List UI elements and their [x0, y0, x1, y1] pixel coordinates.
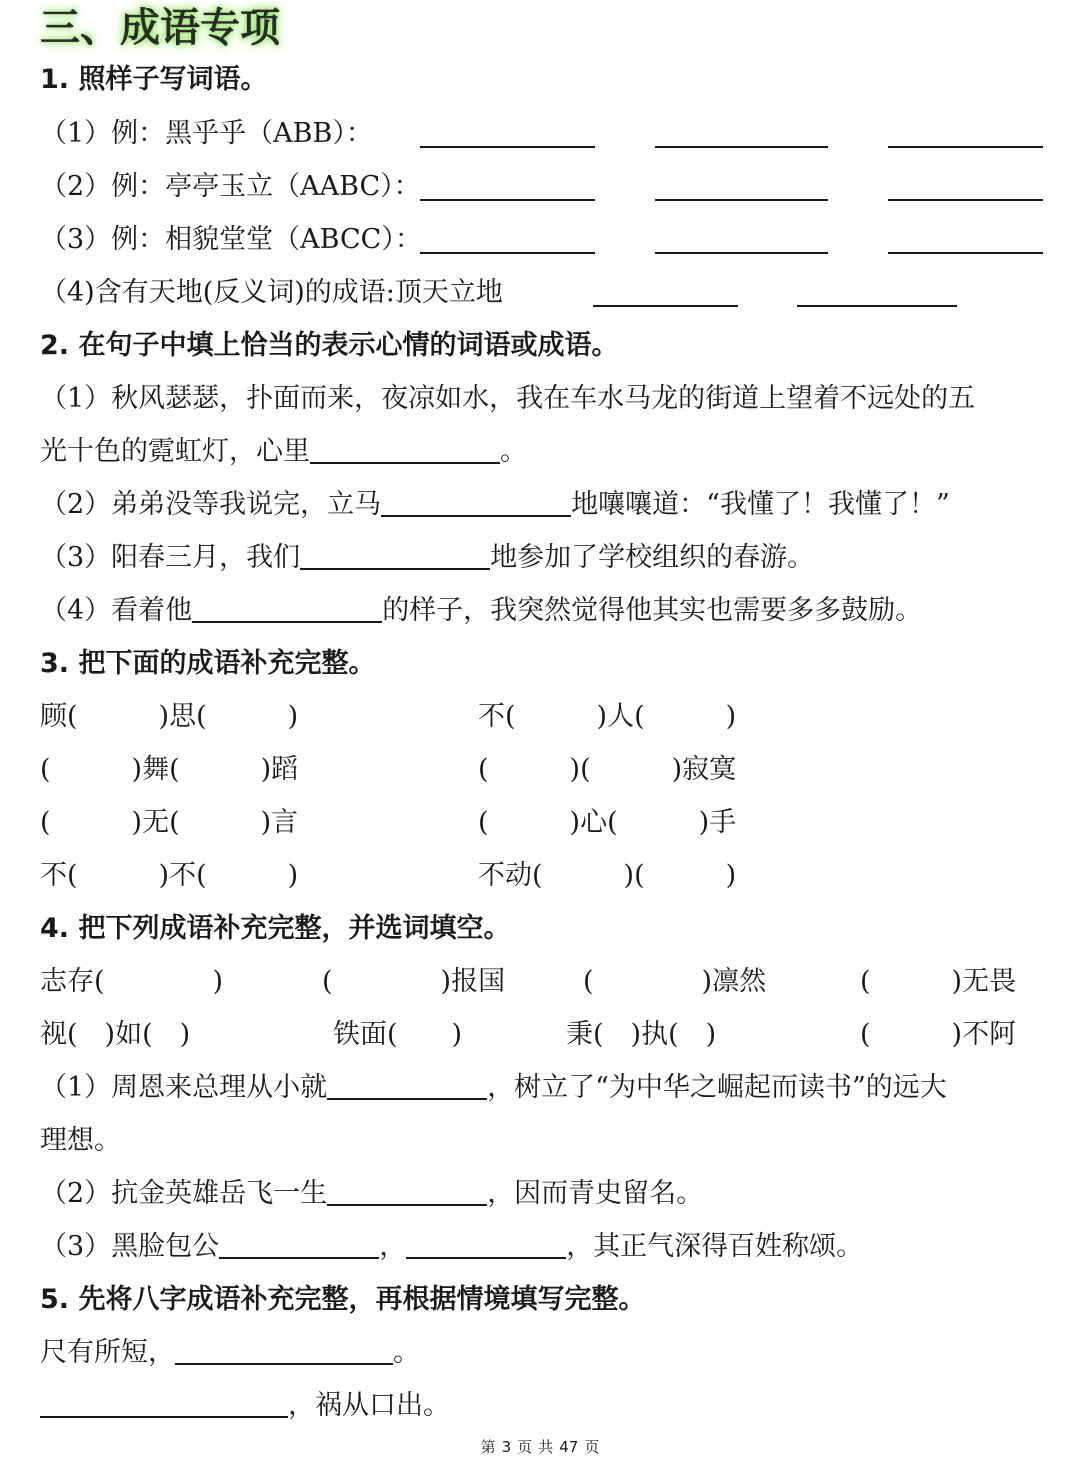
q4-idiom-7[interactable]: 秉( )执( ) [566, 1019, 717, 1050]
q2-s1-suffix: 。 [500, 436, 527, 467]
q3-heading: 3. 把下面的成语补充完整。 [40, 648, 376, 679]
section-title: 三、成语专项 [40, 5, 280, 51]
q1-item-3-blank-2[interactable] [655, 252, 828, 254]
q4-idiom-8[interactable]: ( )不阿 [860, 1019, 1017, 1050]
current-page-number: 3 [501, 1438, 512, 1456]
q2-s2-suffix: 地嚷嚷道：“我懂了！我懂了！” [571, 489, 950, 520]
q5-l2-blank[interactable] [40, 1416, 288, 1418]
q1-item-3-blank-3[interactable] [888, 252, 1043, 254]
q1-item-1-label: （1）例：黑乎乎（ABB）： [40, 118, 373, 149]
q2-s4-prefix: （4）看着他 [40, 595, 193, 626]
q4-s1-blank[interactable] [327, 1098, 487, 1100]
q4-s1-suffix: ，树立了“为中华之崛起而读书”的远大 [487, 1072, 947, 1103]
q3-idiom-left-4[interactable]: 不( )不( ) [40, 860, 299, 891]
q4-idiom-4[interactable]: ( )无畏 [860, 966, 1017, 997]
q1-item-2-blank-3[interactable] [888, 199, 1043, 201]
q2-s1-prefix: 光十色的霓虹灯，心里 [40, 436, 310, 467]
q1-item-2-blank-1[interactable] [420, 199, 595, 201]
q4-s1-prefix: （1）周恩来总理从小就 [40, 1072, 328, 1103]
q5-l2-suffix: ，祸从口出。 [288, 1390, 450, 1421]
q2-sentence-1b [40, 438, 527, 465]
q1-item-4-label: （4)含有天地(反义词)的成语:顶天立地 [40, 277, 503, 308]
q2-heading: 2. 在句子中填上恰当的表示心情的词语或成语。 [40, 330, 619, 361]
q3-idiom-left-3[interactable]: ( )无( )言 [40, 807, 299, 838]
total-pages-number: 47 [559, 1438, 579, 1456]
q4-sentence-2 [40, 1180, 703, 1207]
q3-idiom-right-3[interactable]: ( )心( )手 [478, 807, 737, 838]
q4-sentence-3 [40, 1233, 863, 1260]
q5-line-1 [40, 1339, 420, 1366]
q4-s2-suffix: ，因而青史留名。 [487, 1178, 704, 1209]
q4-s2-prefix: （2）抗金英雄岳飞一生 [40, 1178, 328, 1209]
footer-text-ye-2: 页 [584, 1438, 600, 1456]
q4-sentence-1-cont: 理想。 [40, 1125, 121, 1156]
q2-sentence-1a: （1）秋风瑟瑟，扑面而来，夜凉如水，我在车水马龙的街道上望着不远处的五 [40, 383, 976, 414]
q2-s2-prefix: （2）弟弟没等我说完，立马 [40, 489, 382, 520]
q4-idiom-5[interactable]: 视( )如( ) [40, 1019, 191, 1050]
q3-idiom-left-1[interactable]: 顾( )思( ) [40, 701, 299, 732]
footer-text-gong: 共 [538, 1438, 554, 1456]
q2-s4-blank[interactable] [192, 621, 382, 623]
q4-idiom-2[interactable]: ( )报国 [322, 966, 506, 997]
q1-item-3-label: （3）例：相貌堂堂（ABCC）： [40, 224, 422, 255]
q4-s3-prefix: （3）黑脸包公 [40, 1231, 220, 1262]
q1-heading: 1. 照样子写词语。 [40, 64, 268, 95]
q3-idiom-right-2[interactable]: ( )( )寂寞 [478, 754, 737, 785]
q1-item-3-blank-1[interactable] [420, 252, 595, 254]
q5-line-2 [40, 1392, 450, 1419]
q1-item-1-blank-1[interactable] [420, 146, 595, 148]
q4-idiom-1[interactable]: 志存( ) [40, 966, 224, 997]
q4-s3-comma: ， [379, 1231, 407, 1262]
q1-item-2-label: （2）例：亭亭玉立（AABC）： [40, 171, 421, 202]
q5-l1-blank[interactable] [175, 1363, 393, 1365]
q2-sentence-4 [40, 597, 922, 624]
q4-s2-blank[interactable] [327, 1204, 487, 1206]
footer-text-ye: 页 [517, 1438, 533, 1456]
q4-idiom-6[interactable]: 铁面( ) [333, 1019, 463, 1050]
q5-l1-prefix: 尺有所短， [40, 1337, 175, 1368]
q2-s2-blank[interactable] [381, 515, 571, 517]
q2-s3-prefix: （3）阳春三月，我们 [40, 542, 301, 573]
q4-s3-blank-1[interactable] [219, 1257, 379, 1259]
q2-s1-blank[interactable] [310, 462, 500, 464]
q5-heading: 5. 先将八字成语补充完整，再根据情境填写完整。 [40, 1284, 646, 1315]
q1-item-2-blank-2[interactable] [655, 199, 828, 201]
q3-idiom-right-1[interactable]: 不( )人( ) [478, 701, 737, 732]
q3-idiom-left-2[interactable]: ( )舞( )蹈 [40, 754, 299, 785]
q2-s3-suffix: 地参加了学校组织的春游。 [490, 542, 815, 573]
q1-item-1-blank-2[interactable] [655, 146, 828, 148]
q1-item-4-blank-2[interactable] [797, 305, 957, 307]
q1-item-4-blank-1[interactable] [593, 305, 738, 307]
q4-s3-blank-2[interactable] [406, 1257, 566, 1259]
q4-s3-suffix: ，其正气深得百姓称颂。 [566, 1231, 864, 1262]
q1-item-1-blank-3[interactable] [888, 146, 1043, 148]
q4-heading: 4. 把下列成语补充完整，并选词填空。 [40, 913, 511, 944]
q3-idiom-right-4[interactable]: 不动( )( ) [478, 860, 737, 891]
q2-sentence-3 [40, 544, 814, 571]
footer-text-di: 第 [480, 1438, 496, 1456]
q2-sentence-2 [40, 491, 950, 518]
q5-l1-suffix: 。 [393, 1337, 420, 1368]
q2-s4-suffix: 的样子，我突然觉得他其实也需要多多鼓励。 [382, 595, 923, 626]
page-footer [0, 1440, 1080, 1455]
q4-sentence-1 [40, 1074, 947, 1101]
q2-s3-blank[interactable] [300, 568, 490, 570]
q4-idiom-3[interactable]: ( )凛然 [583, 966, 767, 997]
